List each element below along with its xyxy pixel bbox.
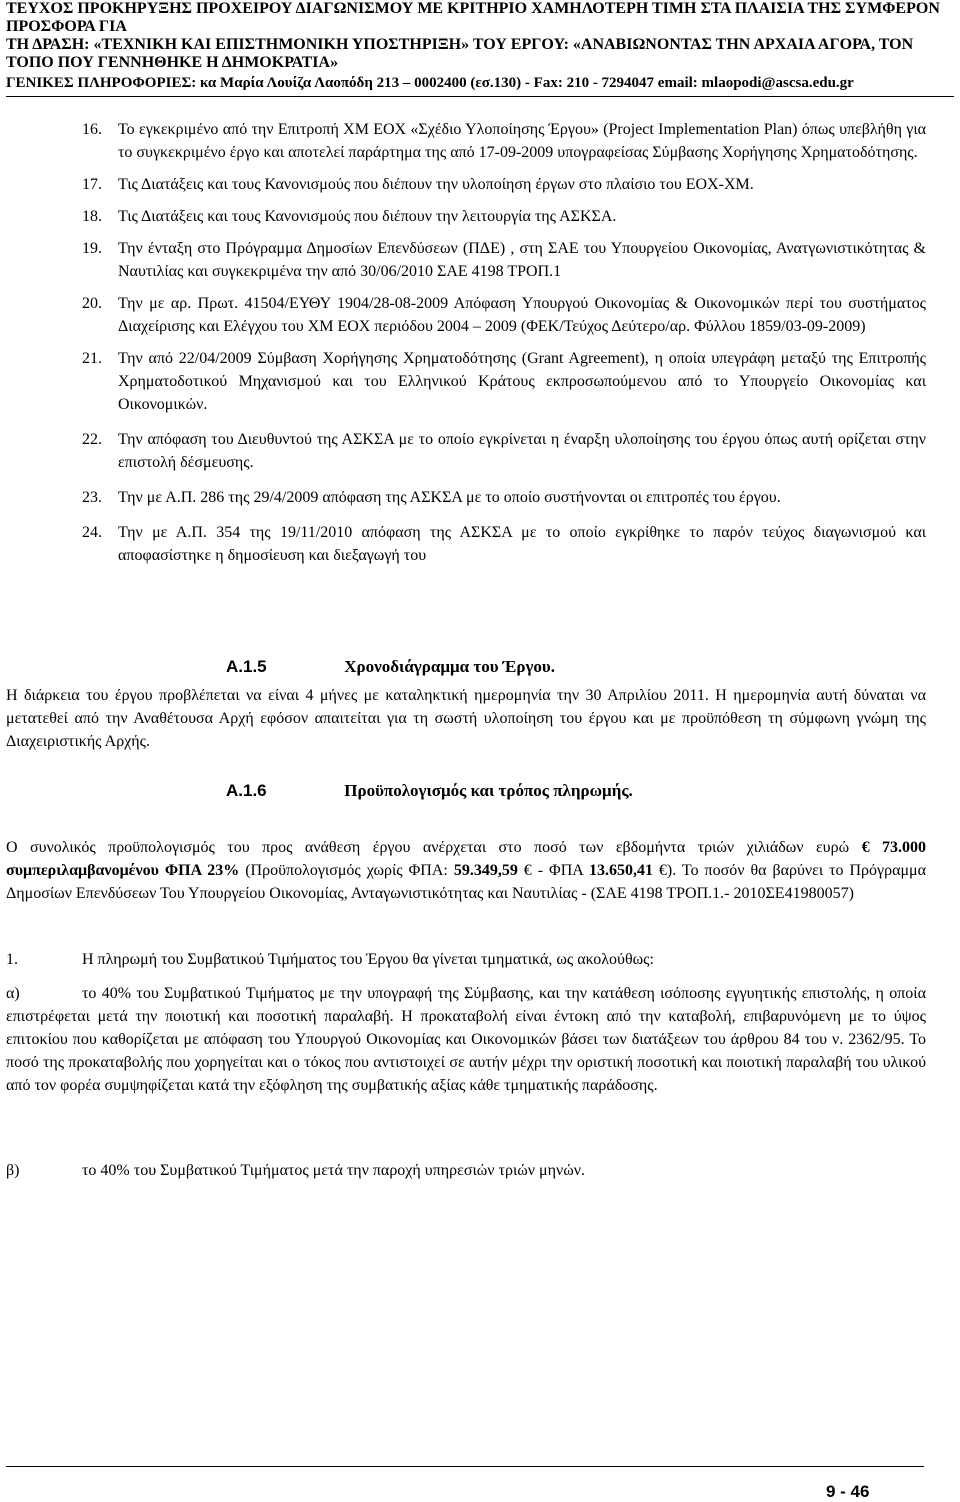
list-item-number: 22. [82, 431, 102, 448]
document-header [6, 0, 954, 97]
budget-vat-amount: 13.650,41 [588, 862, 653, 879]
section-title: Προϋπολογισμός και τρόπος πληρωμής. [344, 781, 633, 800]
header-contact-info: ΓΕΝΙΚΕΣ ΠΛΗΡΟΦΟΡΙΕΣ: κα Μαρία Λουίζα Λαοπόδη 213 – 0002400 (εσ.130) - Fax: 210 - 7294047 email: mlaopodi@ascsa.edu.gr [6, 75, 854, 91]
section-heading-budget [226, 779, 926, 802]
installment-text: το 40% του Συμβατικού Τιμήματος με την υπογραφή της Σύμβασης, και την κατάθεση ισόποσης εγγυητικής επιστολής, η οποία επιστρέφεται μετά την ποιοτική και ποσοτική παραλαβή. Η προκαταβολή είναι έντοκη από την καταβολή, επιβαρυνόμενη με το ύψος επιτοκίου που καθορίζεται με απόφαση του Υπουργού Οικονομίας και Οικονομικών βάσει των διατάξεων του άρθρου 84 του ν. 2362/95. Το ποσό της προκαταβολής που χορηγείται και ο τόκος που αντιστοιχεί σε αυτήν μέχρι την οριστική ποσοτική και ποιοτική παραλαβή του υλικού από τον φορέα συμψηφίζεται κατά την εξόφληση της συμβατικής αξίας κάθε τμηματικής παράδοσης. [6, 985, 926, 1094]
list-item [6, 292, 926, 338]
header-title-line-3: ΤΟΠΟ ΠΟΥ ΓΕΝΝΗΘΗΚΕ Η ΔΗΜΟΚΡΑΤΙΑ» [6, 54, 339, 71]
document-body [6, 118, 926, 1182]
list-item [6, 205, 926, 228]
installment-label: α) [6, 985, 20, 1002]
payment-intro [6, 948, 926, 971]
schedule-paragraph: Η διάρκεια του έργου προβλέπεται να είναι 4 μήνες με καταληκτική ημερομηνία την 30 Απριλίου 2011. Η ημερομηνία αυτή δύναται να μετατεθεί από την Αναθέτουσα Αρχή εφόσον απαιτείται για τη σωστή υλοποίηση του έργου και με προϋπόθεση τη σύμφωνη γνώμη της Διαχειριστικής Αρχής. [6, 687, 926, 750]
list-item-text: Την ένταξη στο Πρόγραμμα Δημοσίων Επενδύσεων (ΠΔΕ) , στη ΣΑΕ του Υπουργείου Οικονομίας, Ανατγωνιστικότητας & Ναυτιλίας και συγκεκριμένα την από 30/06/2010 ΣΑΕ 4198 ΤΡΟΠ.1 [118, 240, 926, 280]
list-item-number: 19. [82, 240, 102, 257]
budget-paragraph [6, 836, 926, 905]
page-number: 9 - 46 [826, 1482, 870, 1501]
list-item-number: 17. [82, 176, 102, 193]
payment-intro-text: Η πληρωμή του Συμβατικού Τιμήματος του Έργου θα γίνεται τμηματικά, ως ακολούθως: [82, 951, 654, 968]
list-item [6, 521, 926, 567]
list-item [6, 118, 926, 164]
budget-total: € 73.000 συμπεριλαμβανομένου ΦΠΑ 23% [6, 839, 926, 879]
list-item-text: Τις Διατάξεις και τους Κανονισμούς που διέπουν την λειτουργία της ΑΣΚΣΑ. [118, 208, 617, 225]
list-item-text: Την με Α.Π. 286 της 29/4/2009 απόφαση της ΑΣΚΣΑ με το οποίο συστήνονται οι επιτροπές του έργου. [118, 489, 781, 506]
list-item-text: Το εγκεκριμένο από την Επιτροπή ΧΜ ΕΟΧ «Σχέδιο Υλοποίησης Έργου» (Project Implementation Plan) όπως υπεβλήθη για το συγκεκριμένο έργο και αποτελεί παράρτημα της από 17-09-2009 υπογραφείσας Σύμβασης Χορήγησης Χρηματοδότησης. [118, 121, 926, 161]
header-title-line-1: ΤΕΥΧΟΣ ΠΡΟΚΗΡΥΞΗΣ ΠΡΟΧΕΙΡΟΥ ΔΙΑΓΩΝΙΣΜΟΥ ΜΕ ΚΡΙΤΗΡΙΟ ΧΑΜΗΛΟΤΕΡΗ ΤΙΜΗ ΣΤΑ ΠΛΑΙΣΙΑ ΤΗΣ ΣΥΜΦΕΡΟΝ ΠΡΟΣΦΟΡΑ ΓΙΑ [6, 0, 940, 35]
list-item-number: 18. [82, 208, 102, 225]
section-code: Α.1.5 [226, 657, 267, 676]
budget-text-source: €). Το ποσόν θα βαρύνει το Πρόγραμμα Δημοσίων Επενδύσεων Του Υπουργείου Οικονομίας, Ανταγωνιστικότητας και Ναυτιλίας - (ΣΑΕ 4198 ΤΡΟΠ.1.- 2010ΣΕ41980057) [6, 862, 927, 902]
list-item-text: Την με αρ. Πρωτ. 41504/ΕΥΘΥ 1904/28-08-2009 Απόφαση Υπουργού Οικονομίας & Οικονομικών περί του συστήματος Διαχείρισης και Ελέγχου του ΧΜ ΕΟΧ περιόδου 2004 – 2009 (ΦΕΚ/Τεύχος Δεύτερο/αρ. Φύλλου 1859/03-09-2009) [118, 295, 926, 335]
budget-text-net-label: (Προϋπολογισμός χωρίς ΦΠΑ: [239, 862, 454, 879]
list-item [6, 237, 926, 283]
section-title: Χρονοδιάγραμμα του Έργου. [344, 657, 555, 676]
list-item-text: Την απόφαση του Διευθυντού της ΑΣΚΣΑ με το οποίο εγκρίνεται η έναρξη υλοποίησης του έργου όπως αυτή ορίζεται στην επιστολή δέσμευσης. [118, 431, 926, 471]
list-item [6, 347, 926, 416]
installment-label: β) [6, 1162, 20, 1179]
section-code: Α.1.6 [226, 781, 267, 800]
list-item-text: Την με Α.Π. 354 της 19/11/2010 απόφαση της ΑΣΚΣΑ με το οποίο εγκρίθηκε το παρόν τεύχος διαγωνισμού και αποφασίστηκε η δημοσίευση και διεξαγωγή του [118, 524, 926, 564]
payment-number: 1. [6, 951, 18, 968]
list-item-number: 16. [82, 121, 102, 138]
payment-installment-a [6, 982, 926, 1097]
list-item-number: 21. [82, 350, 102, 367]
budget-net-amount: 59.349,59 [453, 862, 518, 879]
budget-text-intro: Ο συνολικός προϋπολογισμός του προς ανάθεση έργου ανέρχεται στο ποσό των εβδομήντα τριών χιλιάδων ευρώ [6, 839, 862, 856]
footer-divider [6, 1466, 924, 1467]
header-title-line-2: ΤΗ ΔΡΑΣΗ: «ΤΕΧΝΙΚΗ ΚΑΙ ΕΠΙΣΤΗΜΟΝΙΚΗ ΥΠΟΣΤΗΡΙΞΗ» ΤΟΥ ΕΡΓΟΥ: «ΑΝΑΒΙΩΝΟΝΤΑΣ ΤΗΝ ΑΡΧΑΙΑ ΑΓΟΡΑ, ΤΟΝ [6, 36, 914, 53]
budget-text-vat-label: € - ΦΠΑ [517, 862, 589, 879]
installment-text: το 40% του Συμβατικού Τιμήματος μετά την παροχή υπηρεσιών τριών μηνών. [82, 1162, 585, 1179]
list-item-text: Τις Διατάξεις και τους Κανονισμούς που διέπουν την υλοποίηση έργων στο πλαίσιο του ΕΟΧ-ΧΜ. [118, 176, 754, 193]
list-item-number: 23. [82, 489, 102, 506]
list-item-number: 20. [82, 295, 102, 312]
list-item [6, 428, 926, 474]
section-heading-schedule [226, 655, 926, 678]
list-item-text: Την από 22/04/2009 Σύμβαση Χορήγησης Χρηματοδότησης (Grant Agreement), η οποία υπεγράφη μεταξύ της Επιτροπής Χρηματοδοτικού Μηχανισμού και του Ελληνικού Κράτους εκπροσωπούμενου από το Υπουργείο Οικονομίας και Οικονομικών. [118, 350, 926, 413]
list-item-number: 24. [82, 524, 102, 541]
header-divider [6, 96, 954, 97]
list-item [6, 173, 926, 196]
list-item [6, 486, 926, 509]
payment-installment-b [6, 1159, 926, 1182]
